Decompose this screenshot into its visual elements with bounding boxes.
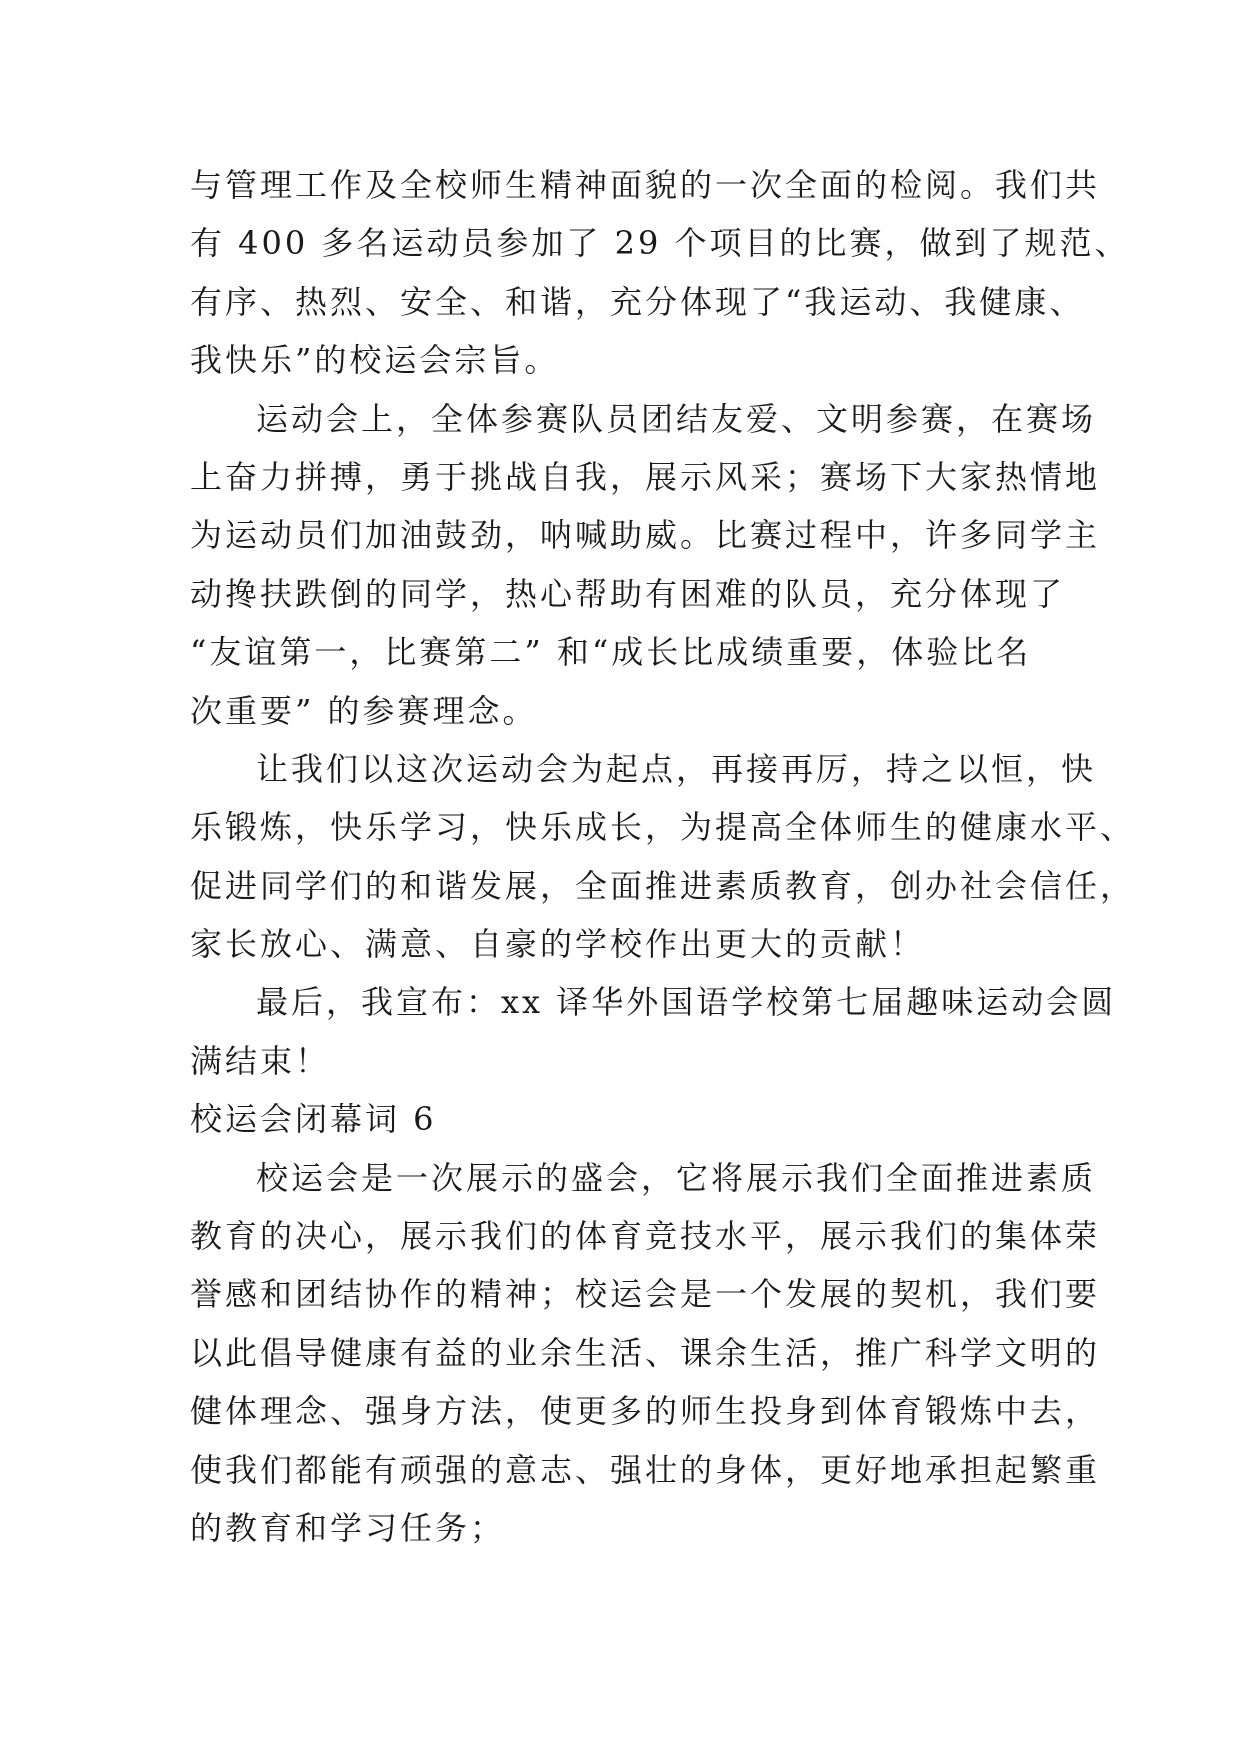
text-line: 有 400 多名运动员参加了 29 个项目的比赛，做到了规范、 <box>190 224 1130 263</box>
text-line: 与管理工作及全校师生精神面貌的一次全面的检阅。我们共 <box>190 166 1101 204</box>
text-line: 有序、热烈、安全、和谐，充分体现了“我运动、我健康、 <box>190 282 1085 321</box>
section-heading: 校运会闭幕词 6 <box>190 1100 437 1139</box>
text-line: 的教育和学习任务； <box>190 1508 506 1547</box>
text-line: 以此倡导健康有益的业余生活、课余生活，推广科学文明的 <box>190 1333 1101 1372</box>
text-line: 我快乐”的校运会宗旨。 <box>190 341 560 380</box>
text-line: “友谊第一，比赛第二” 和“成长比成绩重要，体验比名 <box>190 633 1032 672</box>
text-line: 乐锻炼，快乐学习，快乐成长，为提高全体师生的健康水平、 <box>190 808 1136 847</box>
text-line: 教育的决心，展示我们的体育竞技水平，展示我们的集体荣 <box>190 1217 1101 1256</box>
text-line: 誉感和团结协作的精神；校运会是一个发展的契机，我们要 <box>190 1275 1101 1314</box>
document-body <box>190 156 1136 1557</box>
paragraph-first-line: 校运会是一次展示的盛会，它将展示我们全面推进素质 <box>256 1158 1097 1197</box>
text-line: 上奋力拼搏，勇于挑战自我，展示风采；赛场下大家热情地 <box>190 457 1101 496</box>
text-line: 促进同学们的和谐发展，全面推进素质教育，创办社会信任， <box>190 866 1136 905</box>
text-line: 家长放心、满意、自豪的学校作出更大的贡献！ <box>190 925 926 964</box>
text-line: 次重要” 的参赛理念。 <box>190 691 538 730</box>
paragraph-first-line: 最后，我宣布：xx 译华外国语学校第七届趣味运动会圆 <box>256 983 1117 1022</box>
paragraph-first-line: 让我们以这次运动会为起点，再接再厉，持之以恒，快 <box>256 749 1097 788</box>
text-line: 动搀扶跌倒的同学，热心帮助有困难的队员，充分体现了 <box>190 574 1066 613</box>
text-line: 健体理念、强身方法，使更多的师生投身到体育锻炼中去， <box>190 1392 1101 1431</box>
text-line: 使我们都能有顽强的意志、强壮的身体，更好地承担起繁重 <box>190 1450 1101 1489</box>
text-line: 为运动员们加油鼓劲，呐喊助威。比赛过程中，许多同学主 <box>190 516 1101 555</box>
text-line: 满结束！ <box>190 1041 331 1080</box>
paragraph-first-line: 运动会上，全体参赛队员团结友爱、文明参赛，在赛场 <box>256 399 1097 438</box>
